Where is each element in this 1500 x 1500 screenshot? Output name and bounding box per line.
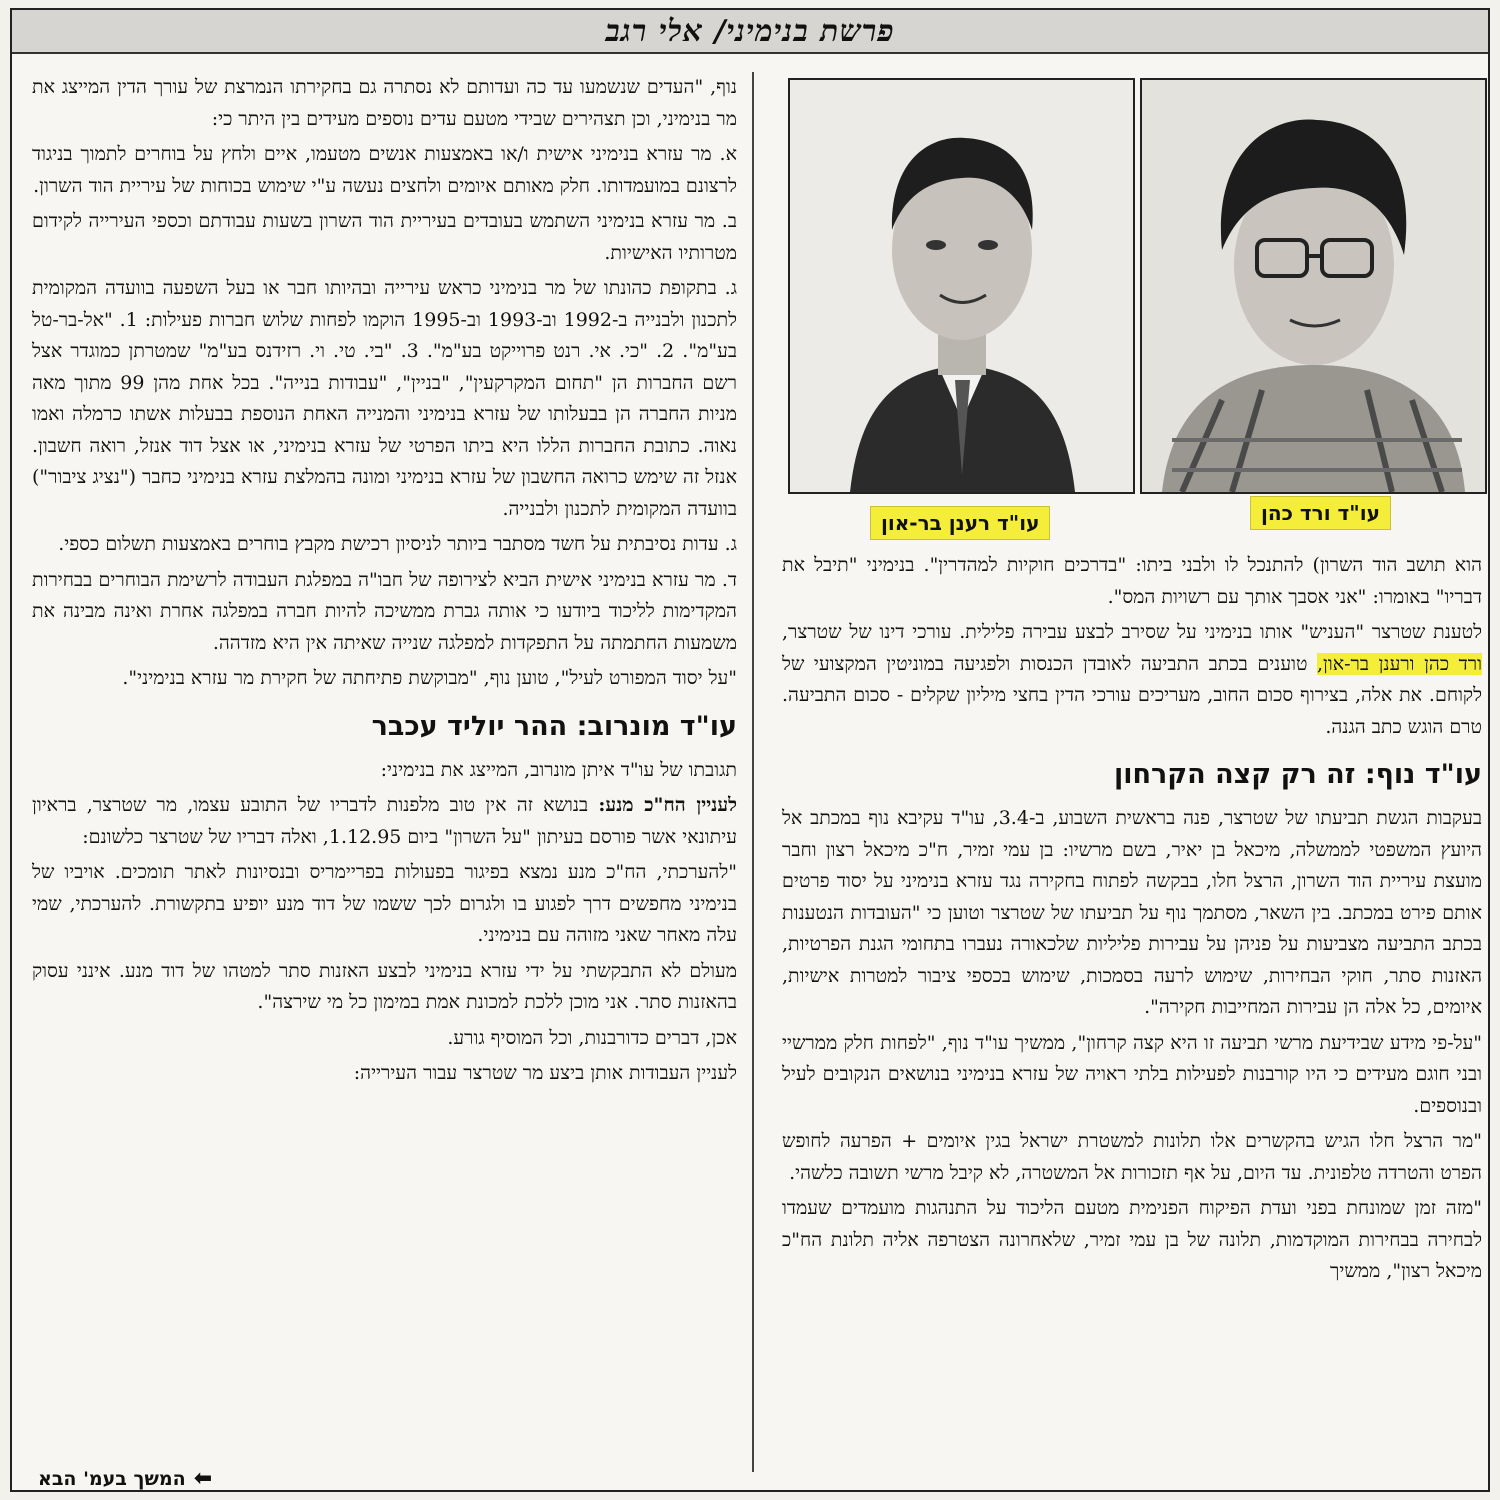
paragraph: א. מר עזרא בנימיני אישית ו/או באמצעות אנשים מטעמו, איים ולחץ על בוחרים לתמוך בניגוד לרצונם במועמדותו. חלק מאותם איומים ולחצים נעשה ע"י שימוש בכוחות של עיריית הוד השרון. bbox=[32, 143, 737, 197]
paragraph-body: טוענים בכתב התביעה לאובדן הכנסות ולפגיעה במוניטין המקצועי של לקוחם. את אלה, בצירוף סכום החוב, מעריכים עורכי הדין בחצי מיליון שקלים - סכום התביעה. טרם הוגש כתב הגנה. bbox=[782, 652, 1482, 738]
portrait-woman-icon bbox=[1142, 80, 1485, 492]
paragraph: ד. מר עזרא בנימיני אישית הביא לצירופה של חבו"ה במפלגת העבודה לרשימת הבוחרים בבחירות המקדימות לליכוד ביודעו כי אותה גברת ממשיכה להיות חברה במפלגה אחרת ואינה מבינה את משמעות החתמתה על התפקדות למפלגה שנייה שאיתה אין היא מזדהה. bbox=[32, 568, 737, 654]
paragraph bbox=[32, 790, 737, 853]
paragraph: "מר הרצל חלו הגיש בהקשרים אלו תלונות למשטרת ישראל בגין איומים + הפרעה לחופש הפרט והטרדה טלפונית. עד היום, על אף תזכורות אל המשטרה, לא קיבל מרשי תשובה כלשהי. bbox=[782, 1130, 1482, 1184]
continue-next-page bbox=[38, 1466, 212, 1491]
header-band bbox=[12, 10, 1488, 54]
left-arrow-icon: ⬅ bbox=[193, 1466, 213, 1491]
paragraph: בעקבות הגשת תביעתו של שטרצר, פנה בראשית השבוע, ב-3.4, עו"ד עקיבא נוף במכתב אל היועץ המשפטי לממשלה, מיכאל בן יאיר, בשם מרשיו: בן עמי זמיר, ח"כ מיכאל רצון וחבר מועצת עיריית הוד השרון, הרצל חלו, בבקשה לפתוח בחקירה נגד עזרא בנימיני על יסוד פרטים אותם פירט במכתב. בין השאר, מסתמך נוף על תביעתו של שטרצר וטוען כי "העובדות הנטענות בכתב התביעה מצביעות על פניהן על עבירות פליליות שלכאורה נעברו בתחומי הגנת הפרטיות, האזנות סתר, חוקי הבחירות, שימוש לרעה בסמכות, שימוש בכספי ציבור למטרות אישיות, איומים, כל אלה הן עבירות המחייבות חקירה". bbox=[782, 807, 1482, 1018]
paragraph: ג. עדות נסיבתית על חשד מסתבר ביותר לניסיון רכישת מקבץ בוחרים באמצעות תשלום כספי. bbox=[58, 533, 737, 555]
paragraph: הוא תושב הוד השרון) להתנכל לו ולבני ביתו: "בדרכים חוקיות למהדרין". בנימיני "תיבל את דבריו" באומרו: "אני אסבך אותך עם רשויות המס". bbox=[782, 554, 1482, 608]
paragraph-body: בנושא זה אין טוב מלפנות לדבריו של התובע עצמו, מר שטרצר, בראיון עיתונאי אשר פורסם בעיתון "על השרון" ביום 1.12.95, ואלה דבריו של שטרצר כלשונם: bbox=[32, 794, 737, 848]
left-column bbox=[32, 72, 737, 1462]
newspaper-page bbox=[10, 8, 1490, 1492]
page-title: פרשת בנימיני/ אלי רגב bbox=[605, 13, 895, 49]
paragraph-body: לטענת שטרצר "העניש" אותו בנימיני על שסירב לבצע עבירה פלילית. עורכי דינו של שטרצר, bbox=[782, 621, 1482, 643]
paragraph: אכן, דברים כדורבנות, וכל המוסיף גורע. bbox=[447, 1026, 737, 1049]
paragraph: "על-פי מידע שבידיעת מרשי תביעה זו היא קצה קרחון", ממשיך עו"ד נוף, "לפחות חלק ממרשיי ובני חוגם מעידים כי היו קורבנות לפעילות בלתי ראויה של עזרא בנימיני בנושאים הנקובים לעיל ובנוספים. bbox=[782, 1031, 1482, 1117]
portrait-man-icon bbox=[790, 80, 1133, 492]
caption-vered-cohen: עו"ד ורד כהן bbox=[1250, 496, 1391, 530]
paragraph: ג. בתקופת כהונתו של מר בנימיני כראש עירייה ובהיותו חבר או בעל השפעה בוועדה המקומית לתכנון ולבנייה ב-1992 וב-1993 וב-1995 הוקמו לפחות שלוש חברות פעילות: 1. "אל-בר-טל בע"מ". 2. "כי. אי. רנט פרוייקט בע"מ". 3. "בי. טי. וי. רזידנס בע"מ" שמטרתן כמוגדר אצל רשם החברות הן "תחום המקרקעין", "בניין", "עבודות בנייה". בכל אחת מהן 99 מתוך מאה מניות החברה הן בבעלותו של עזרא בנימיני והמנייה האחת הנוספת בבעלות אשתו כרמלה ואמו נאוה. כתובת החברות הללו היא ביתו הפרטי של עזרא בנימיני, או אצל דוד אנזל, רואה חשבון. אנזל זה שימש כרואה החשבון של עזרא בנימיני ומונה בהמלצת עזרא בנימיני כחבר ("נציג ציבור") בוועדה המקומית לתכנון ולבנייה. bbox=[32, 277, 737, 520]
column-divider bbox=[752, 72, 754, 1472]
paragraph: ב. מר עזרא בנימיני השתמש בעובדים בעיריית הוד השרון בשעות עבודתם וכספי העירייה לקידום מטרותיו האישיות. bbox=[32, 210, 737, 264]
paragraph: לעניין העבודות אותן ביצע מר שטרצר עבור העירייה: bbox=[353, 1062, 737, 1084]
continue-label: המשך בעמ' הבא bbox=[38, 1467, 186, 1490]
paragraph: תגובתו של עו"ד איתן מונרוב, המייצג את בנימיני: bbox=[380, 758, 737, 781]
highlighted-names: ורד כהן ורענן בר-און, bbox=[1316, 652, 1482, 675]
subheading-monrov: עו"ד מונרוב: ההר יוליד עכבר bbox=[371, 710, 737, 742]
paragraph: "מזה זמן שמונחת בפני ועדת הפיקוח הפנימית מטעם הליכוד על התנהגות מועמדים שעמדו לבחירה בבחירות המוקדמות, תלונה של בן עמי זמיר, שלאחרונה הצטרפה אליה תלונת הח"כ מיכאל רצון", ממשיך bbox=[782, 1197, 1482, 1282]
paragraph: נוף, "העדים שנשמעו עד כה ועדותם לא נסתרה גם בחקירתו הנמרצת של עורך הדין המייצג את מר בנימיני, וכן תצהירים שבידי מטעם עדים נוספים מעידים בין היתר כי: bbox=[32, 76, 737, 130]
paragraph: "על יסוד המפורט לעיל", טוען נוף, "מבוקשת פתיחתה של חקירת מר עזרא בנימיני". bbox=[122, 667, 737, 689]
caption-raanan-bar-on: עו"ד רענן בר-און bbox=[870, 506, 1050, 540]
right-column bbox=[782, 550, 1482, 1485]
paragraph-lead: לעניין הח"כ מנע: bbox=[598, 794, 737, 816]
subheading-nof: עו"ד נוף: זה רק קצה הקרחון bbox=[1113, 759, 1482, 790]
paragraph: מעולם לא התבקשתי על ידי עזרא בנימיני לבצע האזנות סתר למטהו של דוד מנע. אינני עסוק בהאזנות סתר. אני מוכן ללכת למכונת אמת במימון כל מי שירצה". bbox=[32, 959, 737, 1013]
paragraph: "להערכתי, הח"כ מנע נמצא בפיגור בפעולות בפריימריס ובנסיונות לאתר תומכים. אויביו של בנימיני מחפשים דרך לפגוע בו ולגרום לכך ששמו של דוד מנע יופיע בתקשורת. להערכתי, שמי עלה מאחר שאני מזוהה עם בנימיני. bbox=[32, 861, 737, 946]
photo-raanan-bar-on bbox=[788, 78, 1135, 494]
paragraph bbox=[782, 617, 1482, 743]
photo-vered-cohen bbox=[1140, 78, 1487, 494]
